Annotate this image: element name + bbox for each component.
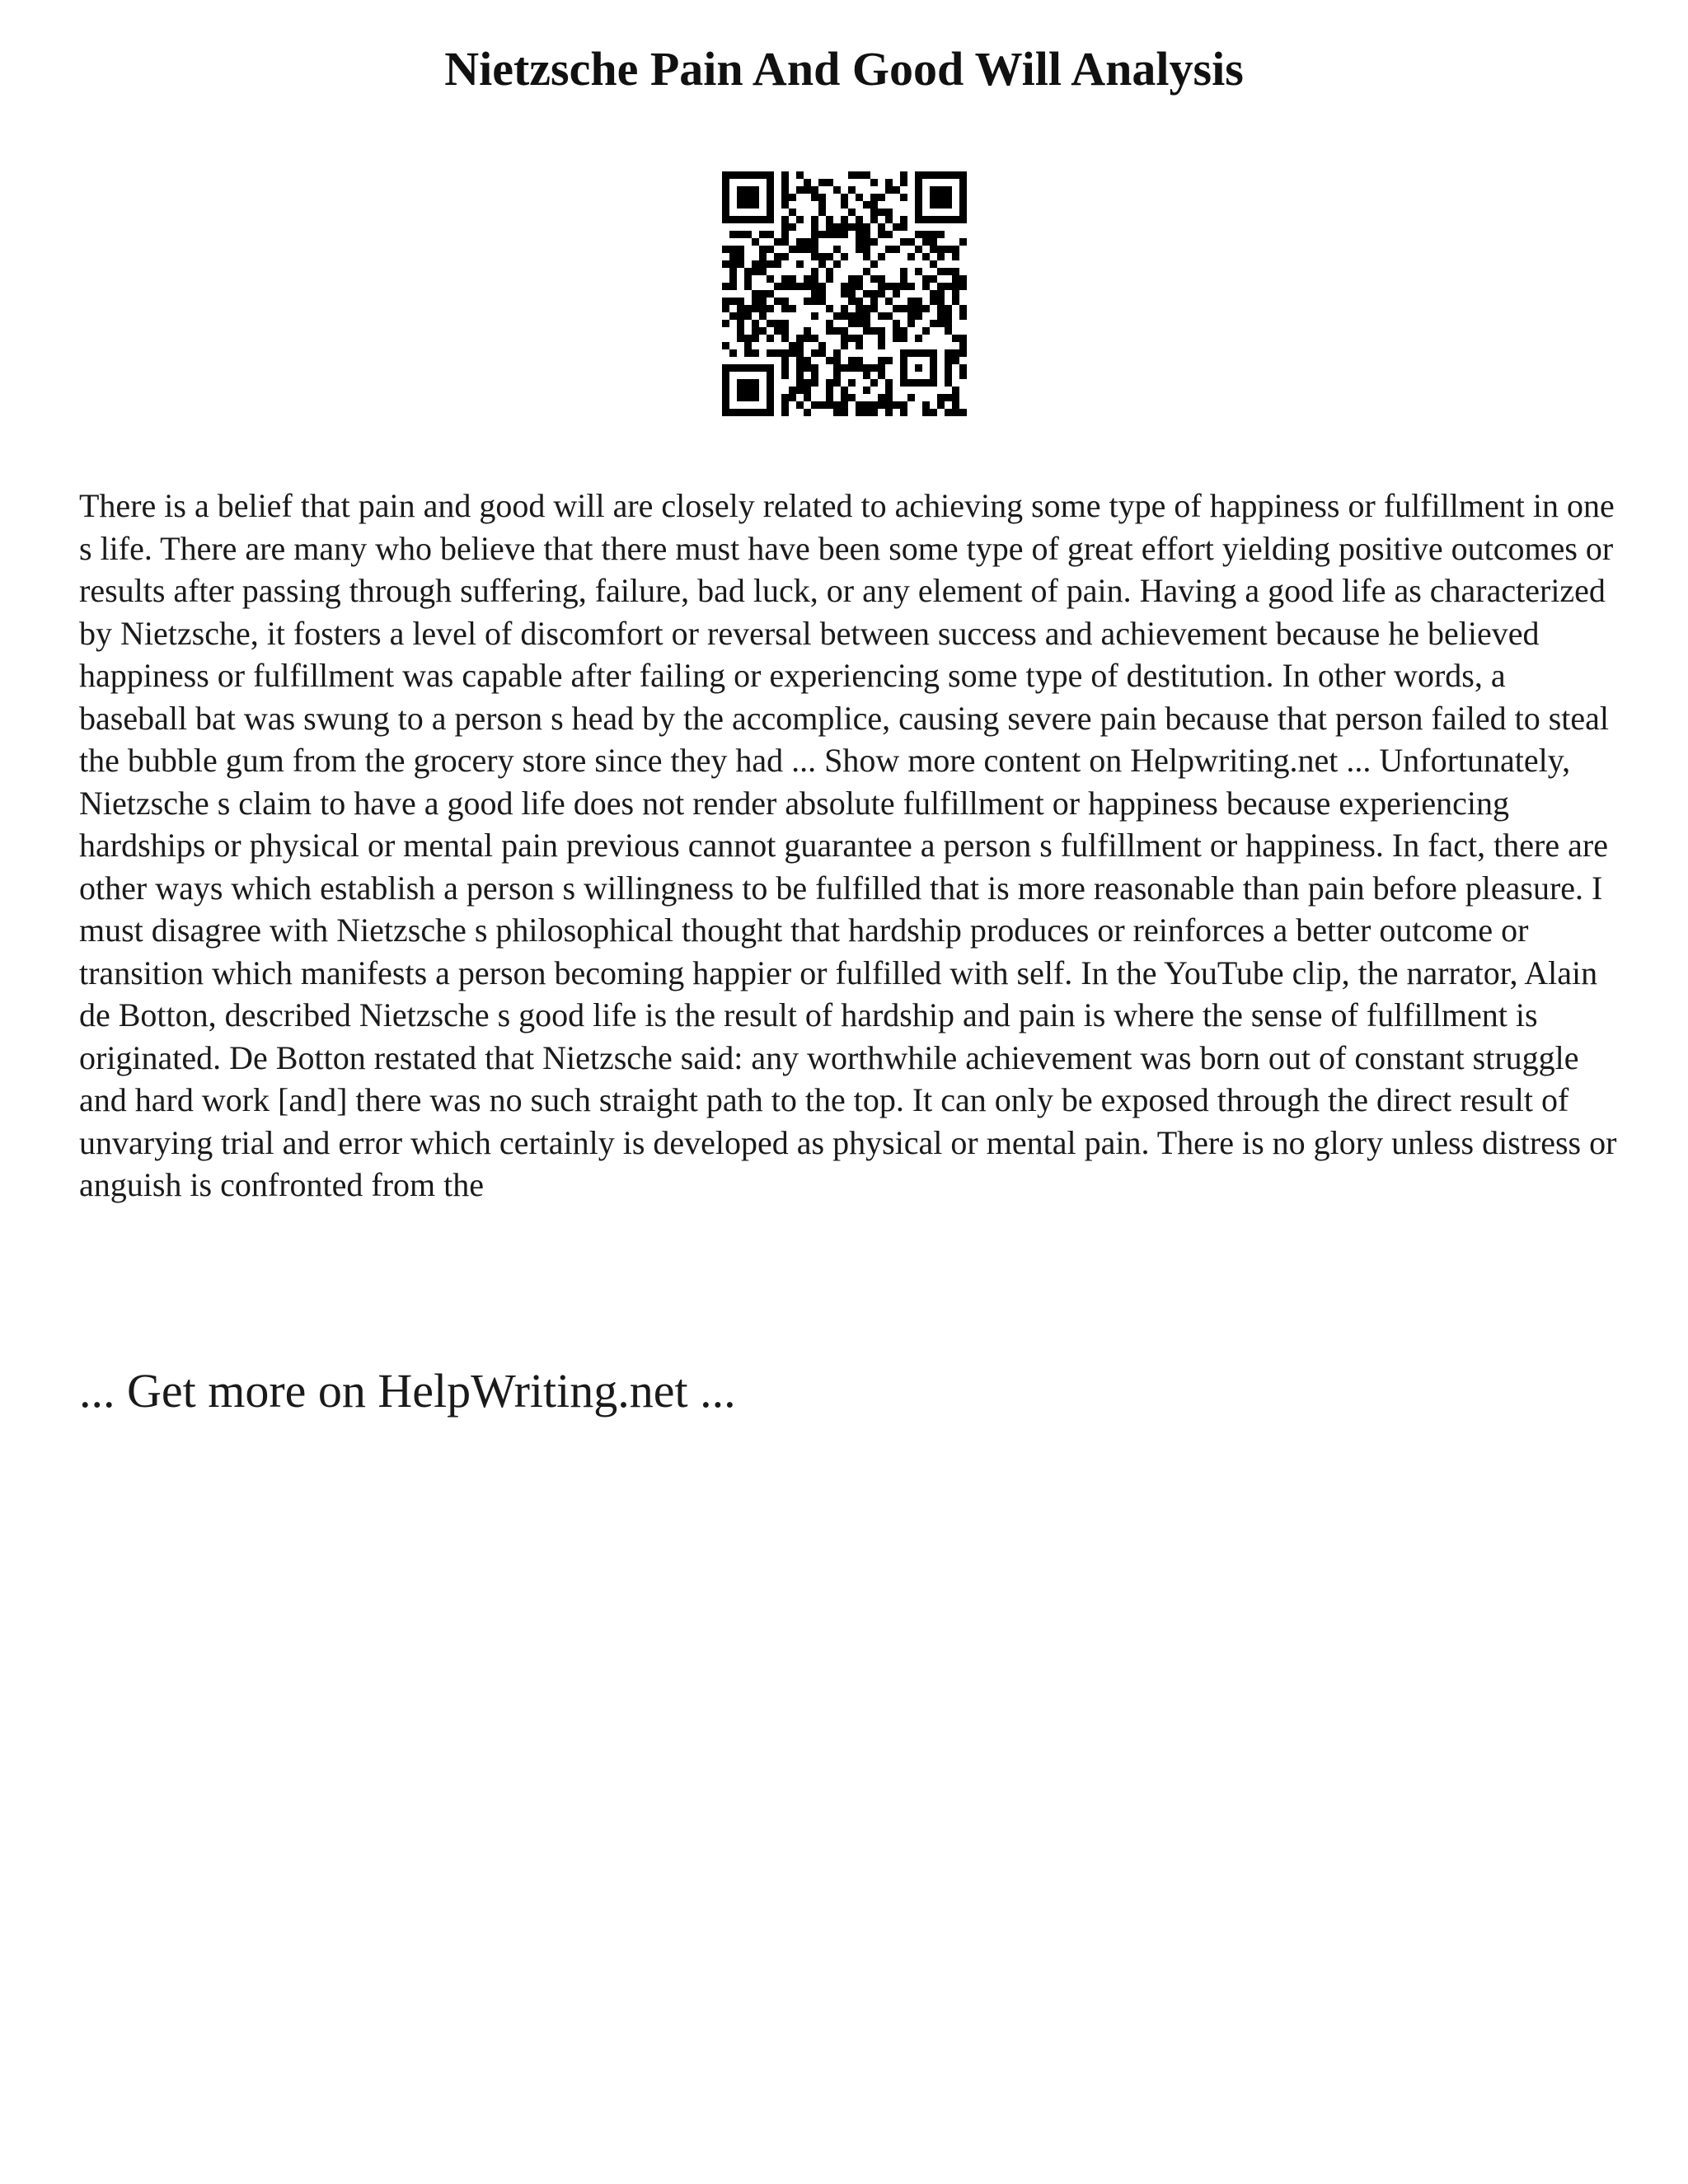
page-title: Nietzsche Pain And Good Will Analysis <box>444 42 1244 96</box>
qr-code-icon[interactable] <box>722 171 967 416</box>
get-more-link[interactable]: ... Get more on HelpWriting.net ... <box>79 1364 736 1418</box>
body-paragraph: There is a belief that pain and good will are closely related to achieving some type of happiness or fulfillment in one s life. There are many who believe that there must have been some type of great effort yielding positive outcomes or results after passing through suffering, failure, bad luck, or any element of pain. Having a good life as characterized by Nietzsche, it fosters a level of discomfort or reversal between success and achievement because he believed happiness or fulfillment was capable after failing or experiencing some type of destitution. In other words, a baseball bat was swung to a person s head by the accomplice, causing severe pain because that person failed to steal the bubble gum from the grocery store since they had ... Show more content on Helpwriting.net ... Unfortunately, Nietzsche s claim to have a good life does not render absolute fulfillment or happiness because experiencing hardships or physical or mental pain previous cannot guarantee a person s fulfillment or happiness. In fact, there are other ways which establish a person s willingness to be fulfilled that is more reasonable than pain before pleasure. I must disagree with Nietzsche s philosophical thought that hardship produces or reinforces a better outcome or transition which manifests a person becoming happier or fulfilled with self. In the YouTube clip, the narrator, Alain de Botton, described Nietzsche s good life is the result of hardship and pain is where the sense of fulfillment is originated. De Botton restated that Nietzsche said: any worthwhile achievement was born out of constant struggle and hard work [and] there was no such straight path to the top. It can only be exposed through the direct result of unvarying trial and error which certainly is developed as physical or mental pain. There is no glory unless distress or anguish is confronted from the <box>79 487 1617 1203</box>
